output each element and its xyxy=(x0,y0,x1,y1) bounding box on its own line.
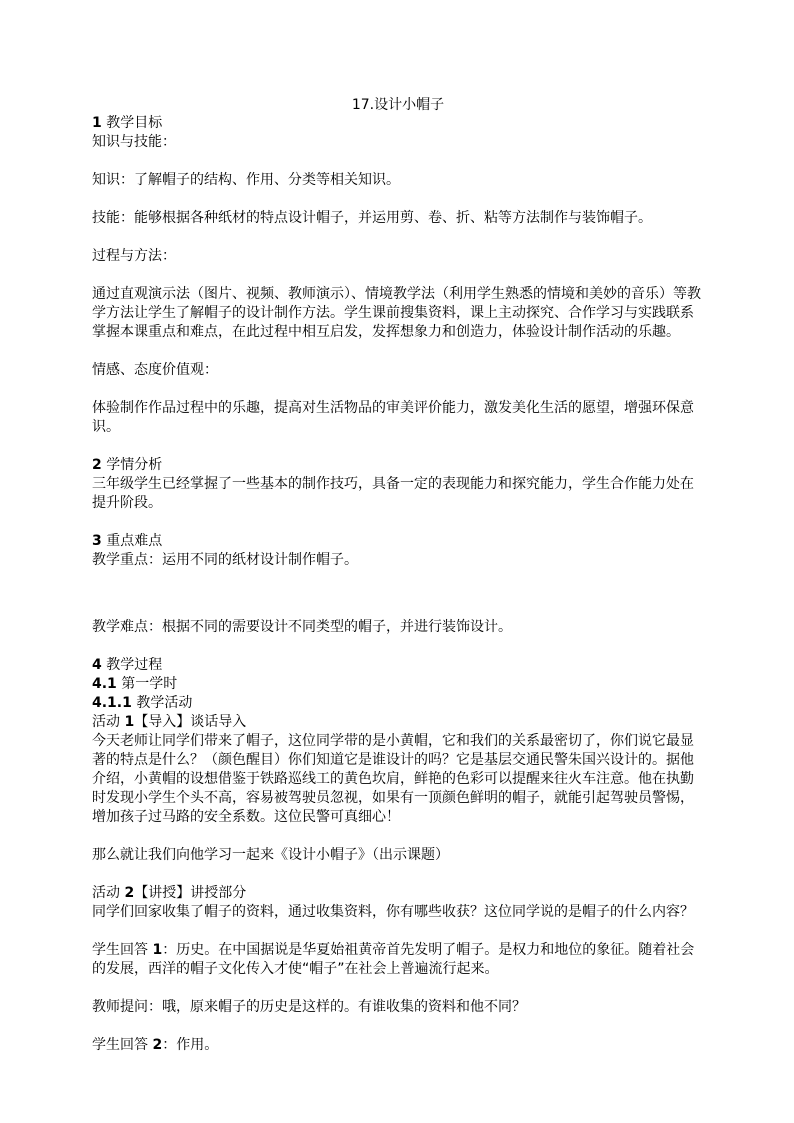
section-4-1-1-number: 4.1.1 xyxy=(92,695,132,711)
section-4-1-1-title: 教学活动 xyxy=(136,695,193,711)
answer-2-prefix: 学生回答 xyxy=(92,1037,148,1053)
key-points-paragraph: 教学重点：运用不同的纸材设计制作帽子。 xyxy=(92,552,358,568)
section-2-heading xyxy=(92,456,704,475)
answer-2-text: ：作用。 xyxy=(162,1037,219,1053)
section-4-1-title: 第一学时 xyxy=(121,676,178,692)
document-page xyxy=(92,96,704,1055)
activity-1-closing: 那么就让我们向他学习一起来《设计小帽子》（出示课题） xyxy=(92,847,449,863)
section-1-number: 1 xyxy=(92,115,102,131)
section-2-title: 学情分析 xyxy=(106,457,163,473)
teacher-question: 教师提问：哦，原来帽子的历史是这样的。有谁收集的资料和他不同？ xyxy=(92,999,526,1015)
answer-1-prefix: 学生回答 xyxy=(92,942,148,958)
difficulties-paragraph: 教学难点：根据不同的需要设计不同类型的帽子，并进行装饰设计。 xyxy=(92,619,512,635)
activity-1-prefix: 活动 xyxy=(92,714,120,730)
section-3-number: 3 xyxy=(92,533,102,549)
answer-1-text: ：历史。在中国据说是华夏始祖黄帝首先发明了帽子。是权力和地位的象征。随着社会的发展，西洋的帽子文化传入才使“帽子”在社会上普遍流行起来。 xyxy=(92,942,695,977)
section-3-title: 重点难点 xyxy=(106,533,163,549)
section-4-1-heading xyxy=(92,675,704,694)
skills-paragraph: 技能：能够根据各种纸材的特点设计帽子，并运用剪、卷、折、粘等方法制作与装饰帽子。 xyxy=(92,210,652,226)
activity-1-number: 1 xyxy=(124,714,135,730)
section-3-heading xyxy=(92,532,704,551)
activity-2-paragraph: 同学们回家收集了帽子的资料，通过收集资料，你有哪些收获？这位同学说的是帽子的什么内容？ xyxy=(92,904,694,920)
document-title: 17.设计小帽子 xyxy=(351,97,445,113)
section-4-number: 4 xyxy=(92,657,102,673)
activity-2-number: 2 xyxy=(124,885,135,901)
emotion-paragraph: 体验制作作品过程中的乐趣，提高对生活物品的审美评价能力，激发美化生活的愿望，增强环保意识。 xyxy=(92,400,694,435)
process-paragraph: 通过直观演示法（图片、视频、教师演示）、情境教学法（利用学生熟悉的情境和美妙的音乐）等教学方法让学生了解帽子的设计制作方法。学生课前搜集资料，课上主动探究、合作学习与实践联系掌握本课重点和难点，在此过程中相互启发，发挥想象力和创造力，体验设计制作活动的乐趣。 xyxy=(92,286,701,340)
emotion-heading: 情感、态度价值观： xyxy=(92,362,218,378)
activity-1-heading xyxy=(92,713,704,732)
activity-1-title: 【导入】谈话导入 xyxy=(134,714,247,730)
section-1-heading xyxy=(92,114,704,133)
activity-2-prefix: 活动 xyxy=(92,885,120,901)
knowledge-heading: 知识与技能： xyxy=(92,134,176,150)
learner-analysis-paragraph: 三年级学生已经掌握了一些基本的制作技巧，具备一定的表现能力和探究能力，学生合作能力处在提升阶段。 xyxy=(92,476,694,511)
activity-1-paragraph: 今天老师让同学们带来了帽子，这位同学带的是小黄帽，它和我们的关系最密切了，你们说它最显著的特点是什么？（颜色醒目）你们知道它是谁设计的吗？它是基层交通民警朱国兴设计的。据他介绍，小黄帽的设想借鉴于铁路巡线工的黄色坎肩，鲜艳的色彩可以提醒来往火车注意。他在执勤时发现小学生个头不高，容易被驾驶员忽视，如果有一顶颜色鲜明的帽子，就能引起驾驶员警惕，增加孩子过马路的安全系数。这位民警可真细心！ xyxy=(92,733,694,825)
student-answer-2 xyxy=(92,1036,704,1055)
section-1-title: 教学目标 xyxy=(106,115,163,131)
section-2-number: 2 xyxy=(92,457,102,473)
section-4-title: 教学过程 xyxy=(106,657,163,673)
answer-1-number: 1 xyxy=(152,942,163,958)
student-answer-1 xyxy=(92,941,704,979)
process-heading: 过程与方法： xyxy=(92,248,176,264)
section-4-1-number: 4.1 xyxy=(92,676,117,692)
knowledge-paragraph: 知识：了解帽子的结构、作用、分类等相关知识。 xyxy=(92,172,400,188)
activity-2-heading xyxy=(92,884,704,903)
section-4-1-1-heading xyxy=(92,694,704,713)
section-4-heading xyxy=(92,656,704,675)
answer-2-number: 2 xyxy=(152,1037,163,1053)
activity-2-title: 【讲授】讲授部分 xyxy=(134,885,247,901)
